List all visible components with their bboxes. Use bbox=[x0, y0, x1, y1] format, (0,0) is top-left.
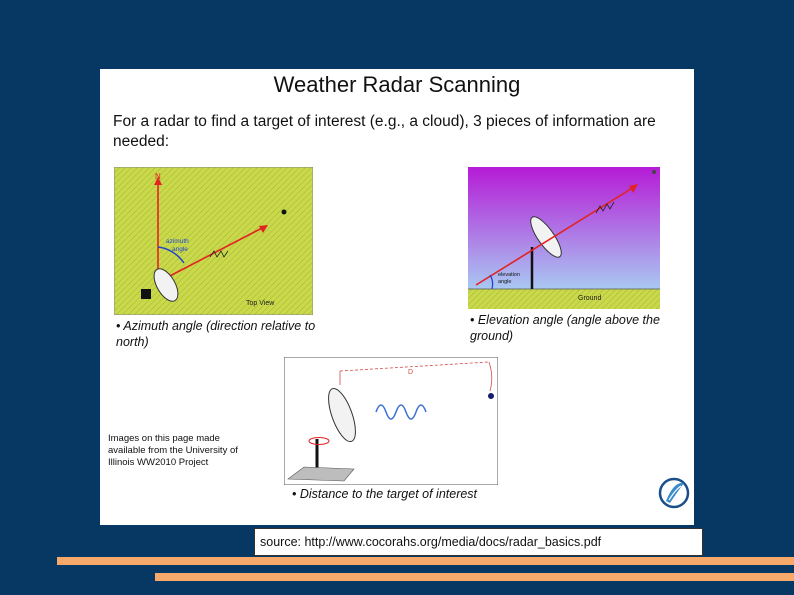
azimuth-caption: • Azimuth angle (direction relative to north) bbox=[116, 319, 316, 349]
distance-label: D bbox=[408, 369, 414, 376]
image-credit: Images on this page made available from the University of Illinois WW2010 Project bbox=[108, 433, 238, 468]
distance-figure bbox=[284, 357, 498, 485]
slide bbox=[100, 69, 694, 525]
elevation-label-line2: angle bbox=[498, 279, 512, 285]
azimuth-label-line1: azimuth bbox=[166, 238, 189, 245]
ground-label: Ground bbox=[578, 295, 602, 302]
north-label: N bbox=[155, 172, 161, 181]
distance-caption: • Distance to the target of interest bbox=[292, 487, 478, 501]
elevation-label-line1: elevation bbox=[498, 272, 521, 278]
azimuth-figure bbox=[114, 167, 313, 315]
source-citation: source: http://www.cocorahs.org/media/docs/radar_basics.pdf bbox=[254, 528, 703, 556]
slide-title: Weather Radar Scanning bbox=[273, 72, 521, 97]
elevation-caption: • Elevation angle (angle above the ground) bbox=[470, 313, 660, 343]
elevation-figure bbox=[468, 167, 660, 309]
azimuth-label-line2: angle bbox=[172, 246, 188, 253]
accent-bar-bottom bbox=[155, 573, 794, 581]
top-view-label: Top View bbox=[246, 300, 275, 307]
accent-bar-top bbox=[57, 557, 794, 565]
intro-text: For a radar to find a target of interest (e.g., a cloud), 3 pieces of information are needed: bbox=[113, 113, 656, 150]
logo-icon bbox=[656, 475, 692, 516]
